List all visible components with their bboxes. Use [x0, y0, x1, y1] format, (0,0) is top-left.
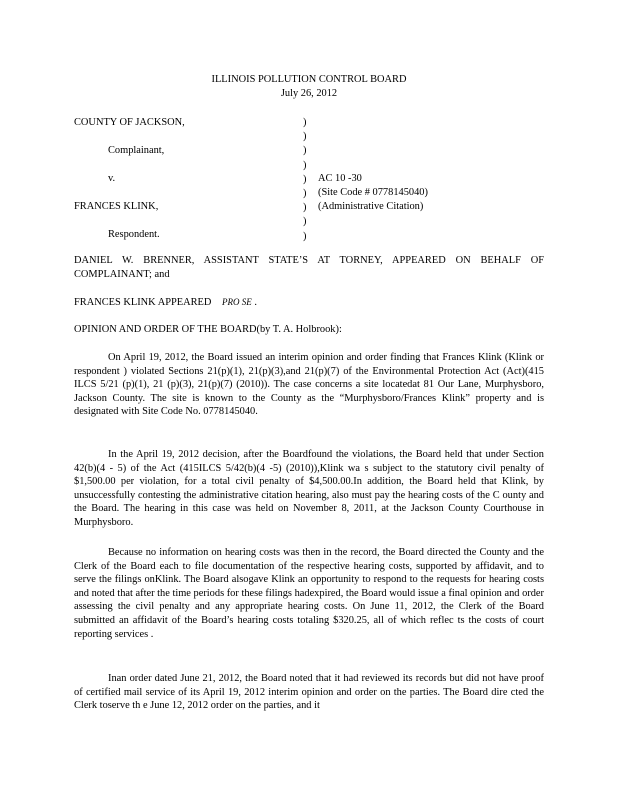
- respondent-name: FRANCES KLINK,: [74, 201, 159, 212]
- paragraph: [74, 351, 544, 419]
- pro-se-period: .: [251, 297, 257, 308]
- caption-paren: ): [303, 145, 307, 157]
- caption-paren: ): [303, 187, 307, 199]
- paragraph: [74, 546, 544, 641]
- caption-paren: ): [303, 131, 307, 143]
- paragraph-text: Because no information on hearing costs was then in the record, the Board directed the County and the Clerk of the Board each to file documentation of the respective hearing costs, supported by affidavit, and to serve the filings onKlink. The Board alsogave Klink an opportunity to respond to the requests for hearing costs and noted that after the time periods for these filings hadexpired, the Board would issue a final opinion and order assessing the civil penalty and any appropriate hearing costs. On June 11, 2012, the Clerk of the Board submitted an affidavit of the Board’s hearing costs totaling $320.25, all of which reflec ts the costs of court reporting services .: [74, 547, 544, 640]
- appearance-respondent: [74, 296, 257, 310]
- board-title: ILLINOIS POLLUTION CONTROL BOARD: [211, 74, 407, 85]
- caption-paren: ): [303, 159, 307, 171]
- complainant-name: COUNTY OF JACKSON,: [74, 117, 185, 128]
- paragraph: [74, 448, 544, 530]
- paragraph-text: On April 19, 2012, the Board issued an interim opinion and order finding that Frances Klink (Klink or respondent ) violated Sections 21(p)(1), 21(p)(3),and 21(p)(7) of the Environmental Protection Act (Act)(415 ILCS 5/21 (p)(1), 21 (p)(3), 21(p)(7) (2010)). The case concerns a site locatedat 81 Our Lane, Murphysboro, Jackson County. The site is known to the County as the “Murphysboro/Frances Klink” property and is designated with Site Code No. 0778145040.: [74, 352, 544, 418]
- caption-parens: [303, 116, 311, 244]
- caption-paren: ): [303, 173, 307, 185]
- versus-label: v.: [108, 173, 116, 184]
- opinion-date: July 26, 2012: [280, 88, 338, 99]
- pro-se-label: PRO SE: [222, 297, 252, 307]
- paragraph: [74, 672, 544, 713]
- complainant-label: Complainant,: [108, 145, 165, 156]
- caption-paren: ): [303, 230, 307, 242]
- case-number: AC 10 -30: [318, 173, 362, 184]
- appearance-complainant: DANIEL W. BRENNER, ASSISTANT STATE’S AT TORNEY, APPEARED ON BEHALF OF: [74, 255, 544, 266]
- caption-paren: ): [303, 117, 307, 128]
- appearance-complainant-cont: COMPLAINANT; and: [74, 269, 170, 280]
- respondent-label: Respondent.: [108, 229, 160, 240]
- paragraph-text: In the April 19, 2012 decision, after the Boardfound the violations, the Board held that under Section 42(b)(4 - 5) of the Act (415ILCS 5/42(b)(4 -5) (2010)),Klink wa s subject to the statutory civil penalty of $1,500.00 per violation, for a total civil penalty of $4,500.00.In addition, the Board held that Klink, by unsuccessfully contesting the administrative citation hearing, also must pay the hearing costs of the C ounty and the Board. The hearing in this case was held on November 8, 2011, at the Jackson County Courthouse in Murphysboro.: [74, 449, 544, 528]
- site-code: (Site Code # 0778145040): [318, 187, 428, 198]
- opinion-heading: OPINION AND ORDER OF THE BOARD(by T. A. Holbrook):: [74, 324, 342, 335]
- citation-type: (Administrative Citation): [318, 201, 424, 212]
- caption-paren: ): [303, 216, 307, 228]
- paragraph-text: Inan order dated June 21, 2012, the Board noted that it had reviewed its records but did not have proof of certified mail service of its April 19, 2012 interim opinion and order on the parties. The Board dire cted the Clerk toserve th e June 12, 2012 order on the parties, and it: [74, 673, 544, 712]
- caption-paren: ): [303, 202, 307, 214]
- appearance-respondent-name: FRANCES KLINK APPEARED: [74, 297, 212, 308]
